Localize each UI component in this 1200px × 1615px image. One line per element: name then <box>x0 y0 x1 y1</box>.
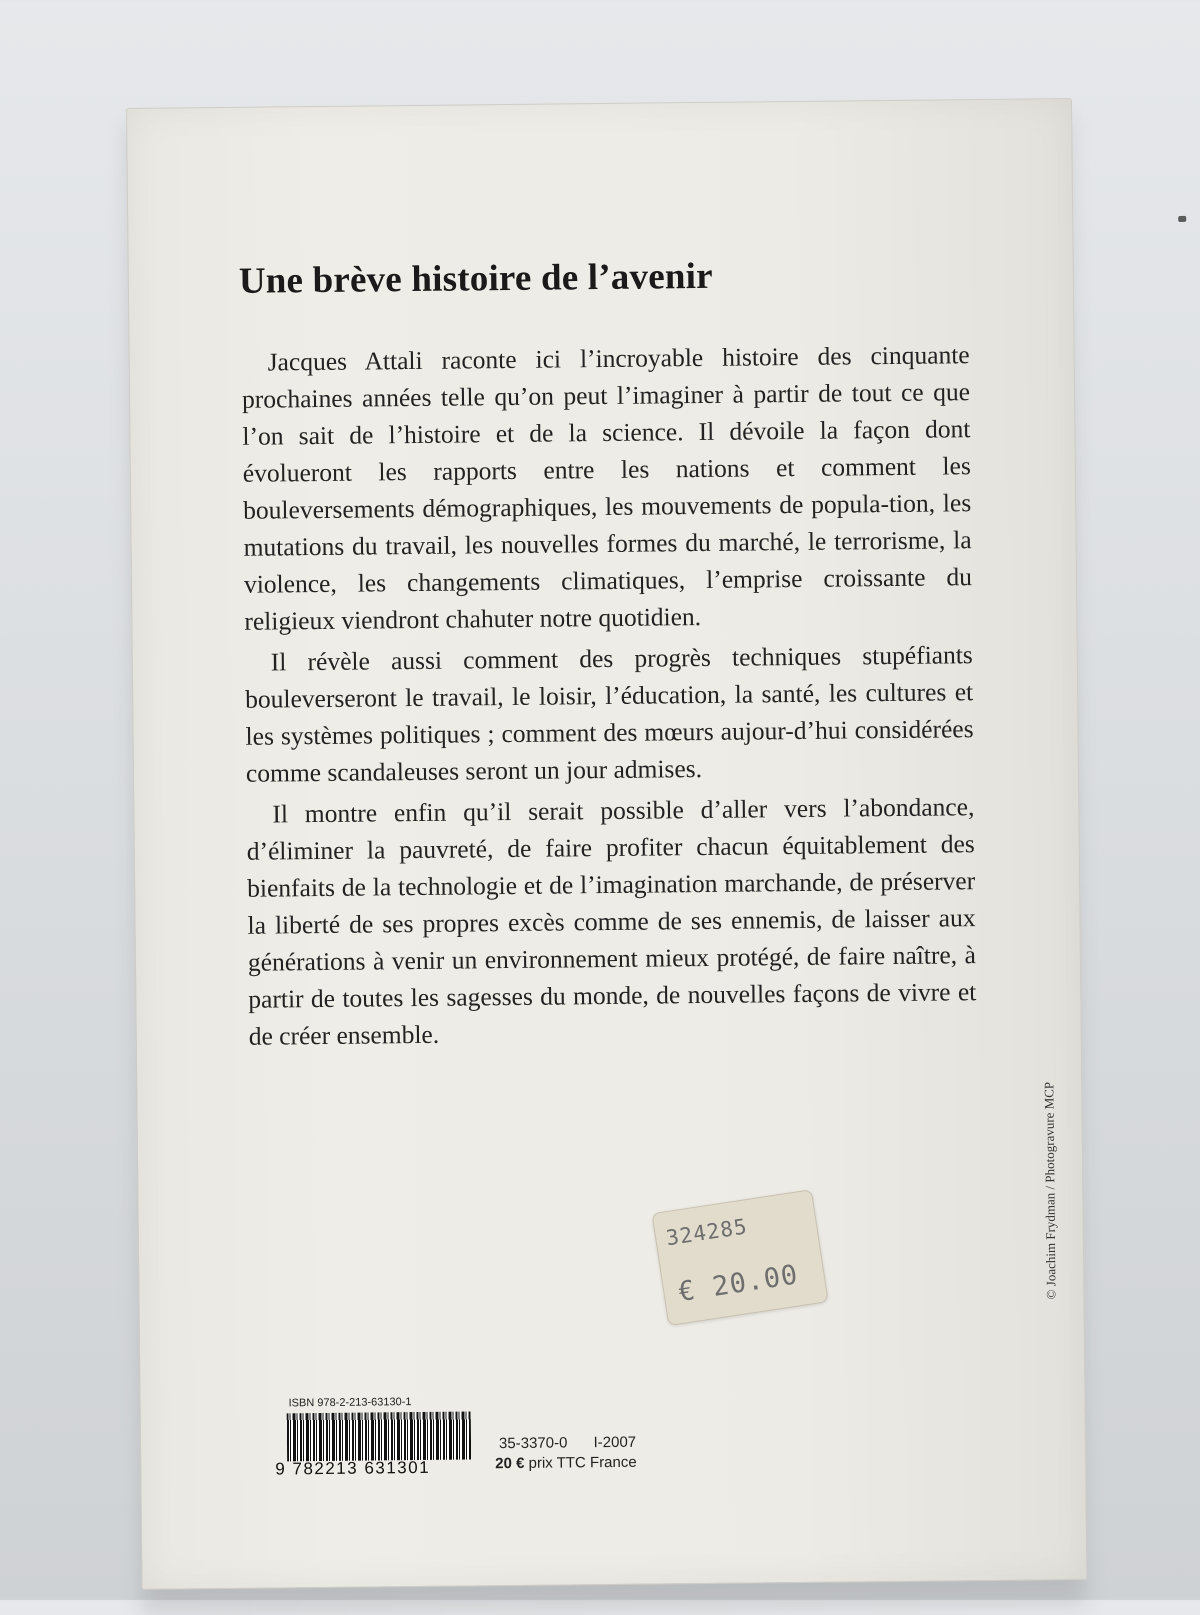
blurb-paragraph-2: Il révèle aussi comment des progrès techniques stupéfiants bouleverseront le travail, le loisir, l’éducation, la santé, les cultures et les systèmes politiques ; comment des mœurs aujour-d’hui considérées comme scandaleuses seront un jour admises. <box>245 640 974 788</box>
corner-wear <box>1178 216 1186 222</box>
photo-credit: © Joachim Frydman / Photogravure MCP <box>1041 1081 1059 1300</box>
isbn-label: ISBN 978-2-213-63130-1 <box>288 1396 412 1410</box>
book-back-cover <box>126 98 1087 1590</box>
sticker-code: 324285 <box>664 1214 750 1251</box>
book-title: Une brève histoire de l’avenir <box>238 255 713 302</box>
retail-price-amount: 20 € <box>495 1454 525 1473</box>
blurb-paragraph-3: Il montre enfin qu’il serait possible d’aller vers l’abondance, d’éliminer la pauvreté, de faire profiter chacun équitablement des bienfaits de la technologie et de l’imagination marchande, de préserver la liberté de ses propres excès comme de ses ennemis, de laisser aux générations à venir un environnement mieux protégé, de faire naître, à partir de toutes les sagesses du monde, de nouvelles façons de vivre et de créer ensemble. <box>246 792 977 1051</box>
edition-line <box>499 1434 636 1452</box>
blurb-text <box>241 336 976 1059</box>
price-sticker <box>651 1189 828 1326</box>
retail-price-line <box>495 1454 637 1472</box>
sticker-price: € 20.00 <box>676 1259 801 1309</box>
blurb-paragraph-1: Jacques Attali raconte ici l’incroyable histoire des cinquante prochaines années telle qu’on peut l’imaginer à partir de tout ce que l’on sait de l’histoire et de la science. Il dévoile la façon dont évolueront les rapports entre les nations et comment les bouleversements démographiques, les mouvements de popula-tion, les mutations du travail, les nouvelles formes du marché, le terrorisme, la violence, les changements climatiques, l’emprise croissante du religieux viendront chahuter notre quotidien. <box>241 340 973 636</box>
edition-date: I-2007 <box>593 1433 637 1452</box>
barcode-digits: 9 782213 631301 <box>275 1457 431 1479</box>
retail-price-text: prix TTC France <box>528 1453 637 1472</box>
edition-code: 35-3370-0 <box>498 1434 568 1453</box>
barcode <box>287 1411 471 1461</box>
